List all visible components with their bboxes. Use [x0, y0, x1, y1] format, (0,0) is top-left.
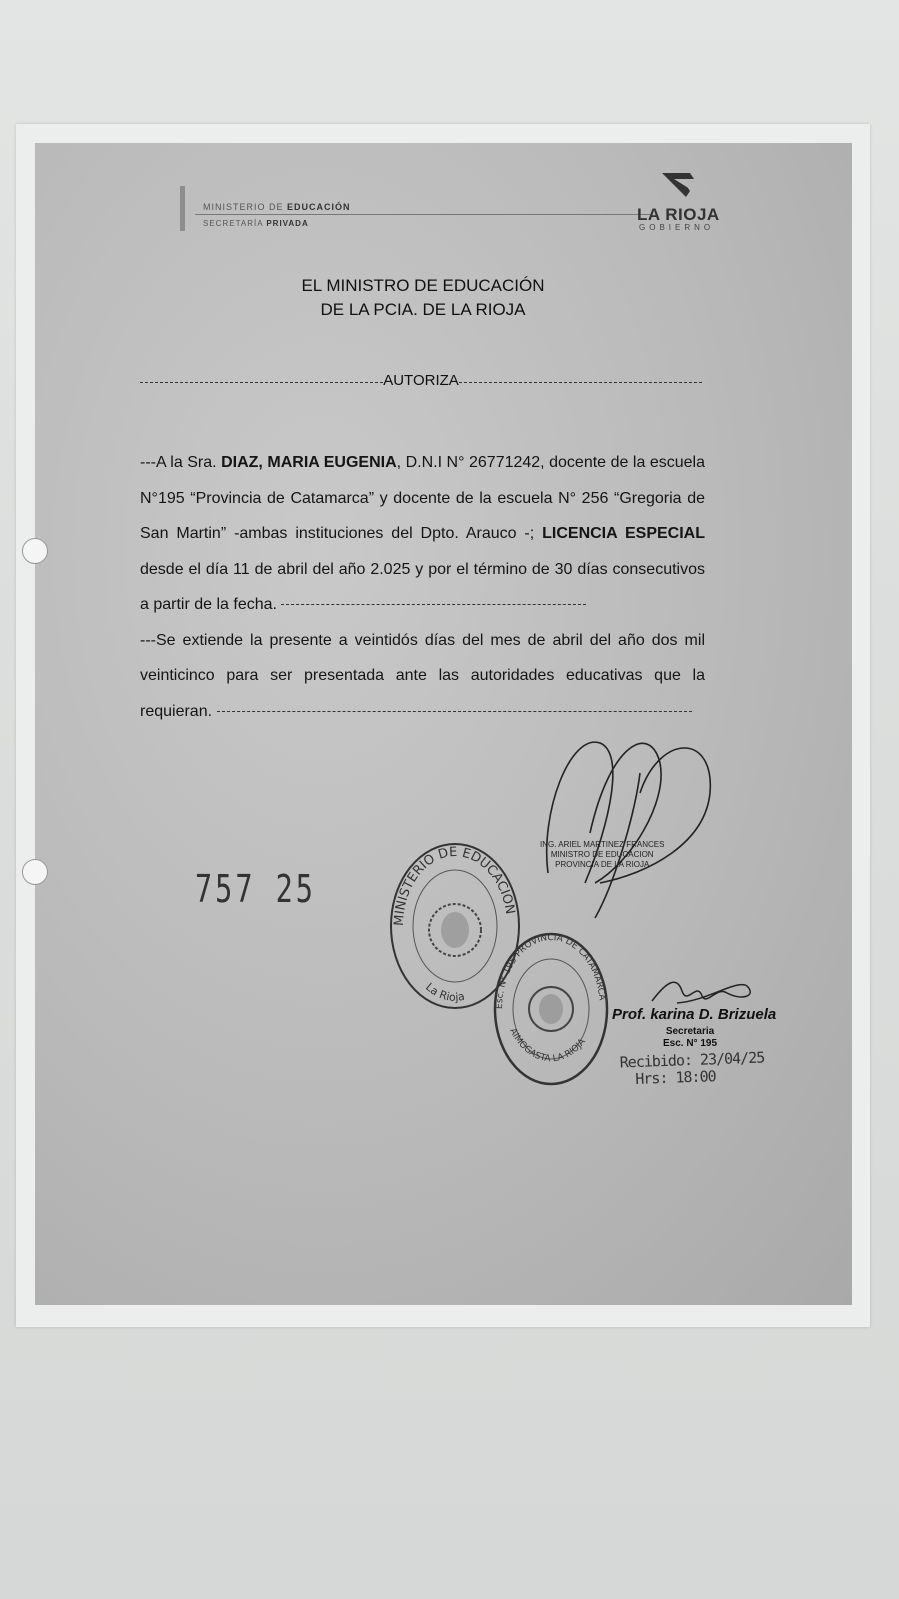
ministry-label: MINISTERIO DE EDUCACIÓN	[203, 202, 351, 212]
punch-hole	[22, 538, 48, 564]
dash-rule	[281, 604, 586, 605]
logo-name: LA RIOJA	[637, 205, 720, 224]
body-text: , D.N.I N° 26771242, docente de la escuela N°195 “Provincia de Catamarca” y docente de la escuela N° 256 “Gregoria de San Martin” -ambas instituciones del Dpto. Arauco -;	[140, 454, 705, 542]
dash-rule	[459, 382, 702, 383]
seal-ring-text: Esc. N° 195 PROVINCIA DE CATAMARCA	[494, 932, 607, 1010]
license-type: LICENCIA ESPECIAL	[542, 525, 706, 542]
signatory-title: MINISTRO DE EDUCACION	[550, 850, 654, 859]
autoriza-label: AUTORIZA	[383, 372, 459, 389]
dash-rule	[140, 382, 383, 383]
secretary-role-block	[625, 1026, 755, 1050]
document-title-line2: DE LA PCIA. DE LA RIOJA	[320, 300, 526, 319]
dash-rule	[217, 711, 692, 712]
secretary-role: Secretaria	[665, 1026, 715, 1037]
autoriza-heading	[140, 372, 702, 389]
secretary-signature-icon	[647, 971, 757, 1011]
received-time: Hrs: 18:00	[635, 1067, 716, 1088]
signatory-block	[540, 840, 664, 870]
authorization-body	[140, 445, 705, 729]
punch-hole	[22, 859, 48, 885]
header-bar	[180, 186, 185, 231]
signatory-name: ING. ARIEL MARTINEZ FRANCES	[540, 840, 665, 849]
seal-ring-text: AIMOGASTA LA RIOJA	[507, 1026, 588, 1065]
seal-ring-text: MINISTERIO DE EDUCACION	[391, 844, 518, 927]
secretary-office-label: SECRETARÍA PRIVADA	[203, 219, 309, 228]
header-rule	[195, 214, 650, 215]
registration-number: 757 25	[195, 867, 316, 911]
seal-ring-text: La Rioja	[423, 980, 466, 1004]
body-text: desde el día 11 de abril del año 2.025 y por el término de 30 días consecutivos a partir de la fecha.	[140, 560, 705, 613]
signatory-province: PROVINCIA DE LA RIOJA	[555, 860, 650, 869]
minister-signature-icon	[540, 733, 730, 923]
school-seal-stamp	[490, 930, 612, 1088]
received-note	[619, 1049, 765, 1088]
logo-subtitle: GOBIERNO	[639, 223, 715, 232]
secretary-school: Esc. N° 195	[662, 1038, 718, 1049]
document-title-line1: EL MINISTRO DE EDUCACIÓN	[301, 276, 545, 295]
la-rioja-logo-icon	[660, 171, 696, 207]
body-text: ---A la Sra.	[140, 454, 222, 471]
teacher-name: DIAZ, MARIA EUGENIA	[221, 454, 397, 471]
document-photocopy	[35, 143, 852, 1305]
received-date: Recibido: 23/04/25	[619, 1048, 765, 1072]
body-text: ---Se extiende la presente a veintidós días del mes de abril del año dos mil veinticinco para ser presentada ante las autoridades educativas que la requieran.	[140, 631, 705, 720]
secretary-name: Prof. karina D. Brizuela	[612, 1006, 777, 1023]
